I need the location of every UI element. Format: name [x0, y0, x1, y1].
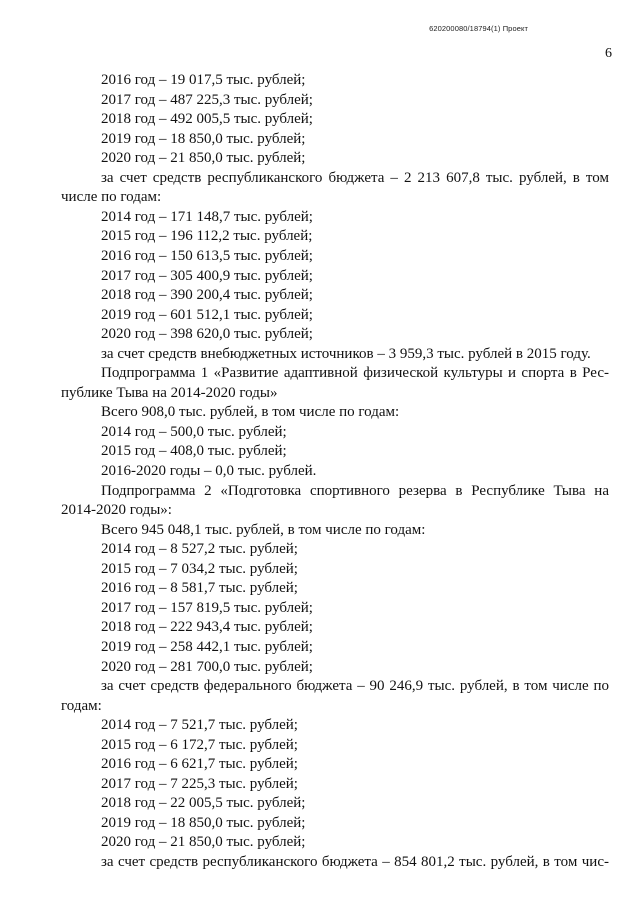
text-line: 2016 год – 8 581,7 тыс. рублей; [101, 580, 298, 597]
text-line: 2016-2020 годы – 0,0 тыс. рублей. [101, 463, 317, 479]
text-line: 2016 год – 6 621,7 тыс. рублей; [101, 756, 298, 773]
text-line: 2017 год – 487 225,3 тыс. рублей; [101, 91, 313, 108]
text-line: 2015 год – 7 034,2 тыс. рублей; [101, 560, 298, 577]
text-line: 2020 год – 21 850,0 тыс. рублей; [101, 834, 306, 851]
text-line: 2014 год – 7 521,7 тыс. рублей; [101, 717, 298, 734]
text-line: Всего 945 048,1 тыс. рублей, в том числе по годам: [101, 521, 426, 538]
text-line: 2020 год – 21 850,0 тыс. рублей; [101, 150, 306, 167]
text-line: 2016 год – 19 017,5 тыс. рублей; [101, 72, 306, 88]
text-line: 2018 год – 222 943,4 тыс. рублей; [101, 619, 313, 636]
text-line: за счет средств внебюджетных источников – 3 959,3 тыс. рублей в 2015 году. [101, 345, 591, 362]
page-number: 6 [605, 46, 612, 61]
text-line: 2015 год – 408,0 тыс. рублей; [101, 443, 287, 460]
text-line: 2014-2020 годы»: [61, 502, 172, 519]
text-line: 2014 год – 500,0 тыс. рублей; [101, 423, 287, 440]
text-line: за счет средств федерального бюджета – 90 246,9 тыс. рублей, в том числе по [101, 678, 609, 695]
text-line: 2016 год – 150 613,5 тыс. рублей; [101, 247, 313, 264]
text-line: 2015 год – 196 112,2 тыс. рублей; [101, 228, 313, 245]
text-line: Подпрограмма 1 «Развитие адаптивной физической культуры и спорта в Рес- [101, 365, 609, 382]
text-line: 2020 год – 398 620,0 тыс. рублей; [101, 326, 313, 343]
text-line: Всего 908,0 тыс. рублей, в том числе по годам: [101, 404, 400, 421]
text-line: за счет средств республиканского бюджета – 2 213 607,8 тыс. рублей, в том [101, 169, 609, 186]
text-line: 2020 год – 281 700,0 тыс. рублей; [101, 658, 313, 675]
text-line: 2019 год – 18 850,0 тыс. рублей; [101, 814, 306, 831]
text-line: 2019 год – 258 442,1 тыс. рублей; [101, 638, 313, 655]
text-line: за счет средств республиканского бюджета – 854 801,2 тыс. рублей, в том чис- [101, 854, 609, 870]
text-line: 2014 год – 171 148,7 тыс. рублей; [101, 208, 313, 225]
document-id: 620200080/18794(1) Проект [429, 24, 528, 33]
text-line: 2018 год – 22 005,5 тыс. рублей; [101, 795, 306, 812]
text-line: годам: [61, 697, 102, 714]
text-line: числе по годам: [61, 189, 162, 206]
text-line: 2019 год – 601 512,1 тыс. рублей; [101, 306, 313, 323]
text-line: 2017 год – 305 400,9 тыс. рублей; [101, 267, 313, 284]
text-line: 2015 год – 6 172,7 тыс. рублей; [101, 736, 298, 753]
text-line: 2017 год – 7 225,3 тыс. рублей; [101, 775, 298, 792]
text-line: публике Тыва на 2014-2020 годы» [61, 384, 278, 401]
text-line: 2018 год – 492 005,5 тыс. рублей; [101, 111, 313, 128]
text-line: 2014 год – 8 527,2 тыс. рублей; [101, 541, 298, 558]
text-line: Подпрограмма 2 «Подготовка спортивного резерва в Республике Тыва на [101, 482, 609, 499]
text-line: 2018 год – 390 200,4 тыс. рублей; [101, 287, 313, 304]
text-line: 2017 год – 157 819,5 тыс. рублей; [101, 599, 313, 616]
text-line: 2019 год – 18 850,0 тыс. рублей; [101, 130, 306, 147]
